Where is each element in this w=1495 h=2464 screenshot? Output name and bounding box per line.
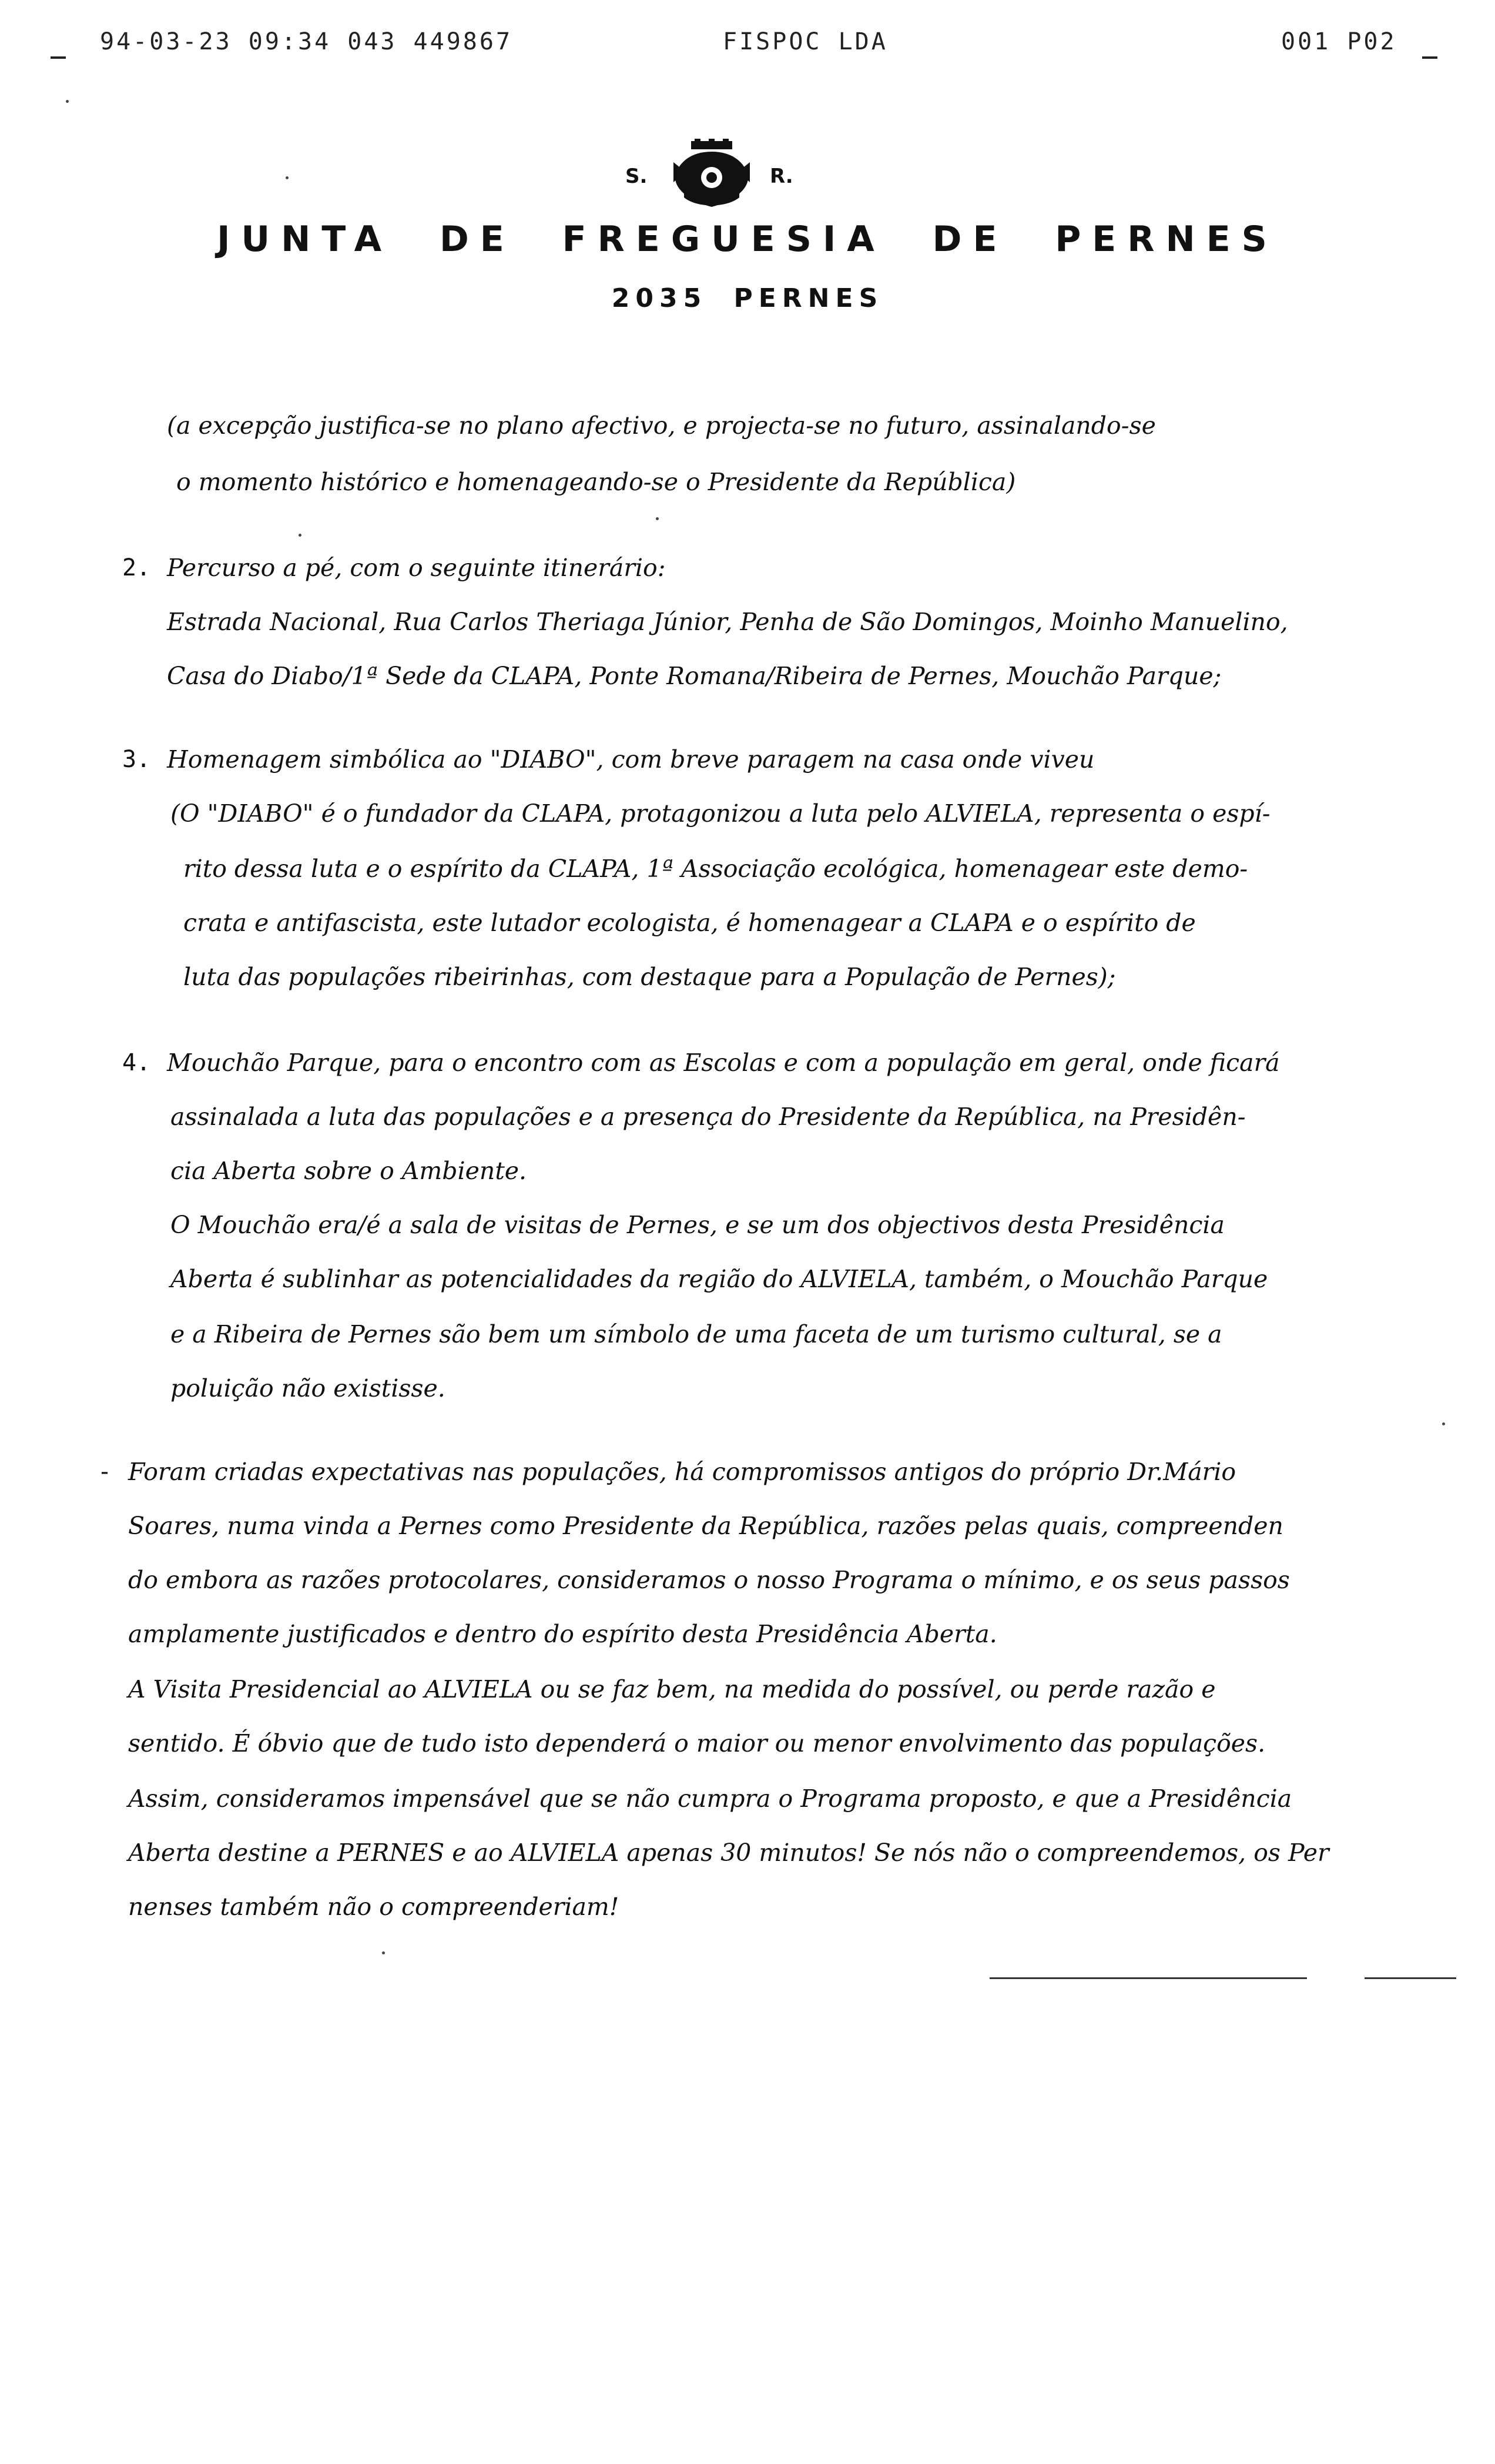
item-line: assinalada a luta das populações e a presença do Presidente da República, na Presidên- xyxy=(170,1103,1246,1131)
closing-dash: - xyxy=(98,1458,112,1485)
closing-line: sentido. É óbvio que de tudo isto dependerá o maior ou menor envolvimento das populações. xyxy=(128,1729,1266,1757)
item-line: crata e antifascista, este lutador ecologista, é homenagear a CLAPA e o espírito de xyxy=(183,909,1196,937)
fax-timestamp-and-number: 94-03-23 09:34 043 449867 xyxy=(100,28,513,55)
closing-line: nenses também não o compreenderiam! xyxy=(128,1893,619,1921)
scan-speck xyxy=(286,176,289,179)
scan-speck xyxy=(299,534,301,537)
closing-line: A Visita Presidencial ao ALVIELA ou se faz bem, na medida do possível, ou perde razão e xyxy=(128,1675,1216,1703)
item-line: O Mouchão era/é a sala de visitas de Pernes, e se um dos objectivos desta Presidência xyxy=(170,1211,1225,1239)
scan-speck xyxy=(1442,1422,1445,1425)
crest-letter-left: S. xyxy=(625,165,648,188)
item-number: 4. xyxy=(122,1049,151,1076)
item-number: 3. xyxy=(122,746,151,773)
fax-page-number: 001 P02 xyxy=(1281,28,1397,55)
fax-sender-name: FISPOC LDA xyxy=(723,28,888,55)
crest-letter-right: R. xyxy=(770,165,793,188)
signature-rule-right xyxy=(1365,1977,1456,1979)
item-number: 2. xyxy=(122,554,151,581)
letterhead-title: JUNTA DE FREGUESIA DE PERNES xyxy=(217,219,1278,260)
signature-rule-left xyxy=(990,1977,1307,1979)
item-line: Estrada Nacional, Rua Carlos Theriaga Júnior, Penha de São Domingos, Moinho Manuelino, xyxy=(167,608,1288,636)
scan-speck xyxy=(382,1951,385,1954)
item-line: Homenagem simbólica ao "DIABO", com breve paragem na casa onde viveu xyxy=(167,745,1095,774)
closing-line: Soares, numa vinda a Pernes como Presidente da República, razões pelas quais, compreenden xyxy=(128,1512,1283,1540)
intro-line: (a excepção justifica-se no plano afectivo, e projecta-se no futuro, assinalando-se xyxy=(167,411,1156,440)
closing-line: amplamente justificados e dentro do espírito desta Presidência Aberta. xyxy=(128,1620,997,1648)
item-line: cia Aberta sobre o Ambiente. xyxy=(170,1157,527,1185)
item-line: poluição não existisse. xyxy=(170,1374,445,1402)
item-line: luta das populações ribeirinhas, com destaque para a População de Pernes); xyxy=(183,963,1116,991)
item-line: rito dessa luta e o espírito da CLAPA, 1ª Associação ecológica, homenagear este demo- xyxy=(183,855,1248,883)
item-line: Aberta é sublinhar as potencialidades da região do ALVIELA, também, o Mouchão Parque xyxy=(170,1265,1268,1293)
closing-line: Assim, consideramos impensável que se não cumpra o Programa proposto, e que a Presidência xyxy=(128,1785,1292,1813)
letterhead-subtitle: 2035 PERNES xyxy=(611,283,884,313)
scan-speck xyxy=(656,517,659,520)
item-line: Mouchão Parque, para o encontro com as Escolas e com a população em geral, onde ficará xyxy=(167,1049,1280,1077)
intro-line: o momento histórico e homenageando-se o Presidente da República) xyxy=(176,468,1016,496)
closing-line: do embora as razões protocolares, consideramos o nosso Programa o mínimo, e os seus passos xyxy=(128,1566,1290,1594)
item-line: Percurso a pé, com o seguinte itinerário: xyxy=(167,554,666,582)
scan-speck xyxy=(66,100,69,103)
item-line: Casa do Diabo/1ª Sede da CLAPA, Ponte Romana/Ribeira de Pernes, Mouchão Parque; xyxy=(167,662,1222,690)
closing-line: Aberta destine a PERNES e ao ALVIELA apenas 30 minutos! Se nós não o compreendemos, os Per xyxy=(128,1839,1329,1867)
item-line: (O "DIABO" é o fundador da CLAPA, protagonizou a luta pelo ALVIELA, representa o espí- xyxy=(170,799,1271,828)
closing-line: Foram criadas expectativas nas populações, há compromissos antigos do próprio Dr.Mário xyxy=(128,1458,1236,1486)
item-line: e a Ribeira de Pernes são bem um símbolo de uma faceta de um turismo cultural, se a xyxy=(170,1320,1222,1348)
